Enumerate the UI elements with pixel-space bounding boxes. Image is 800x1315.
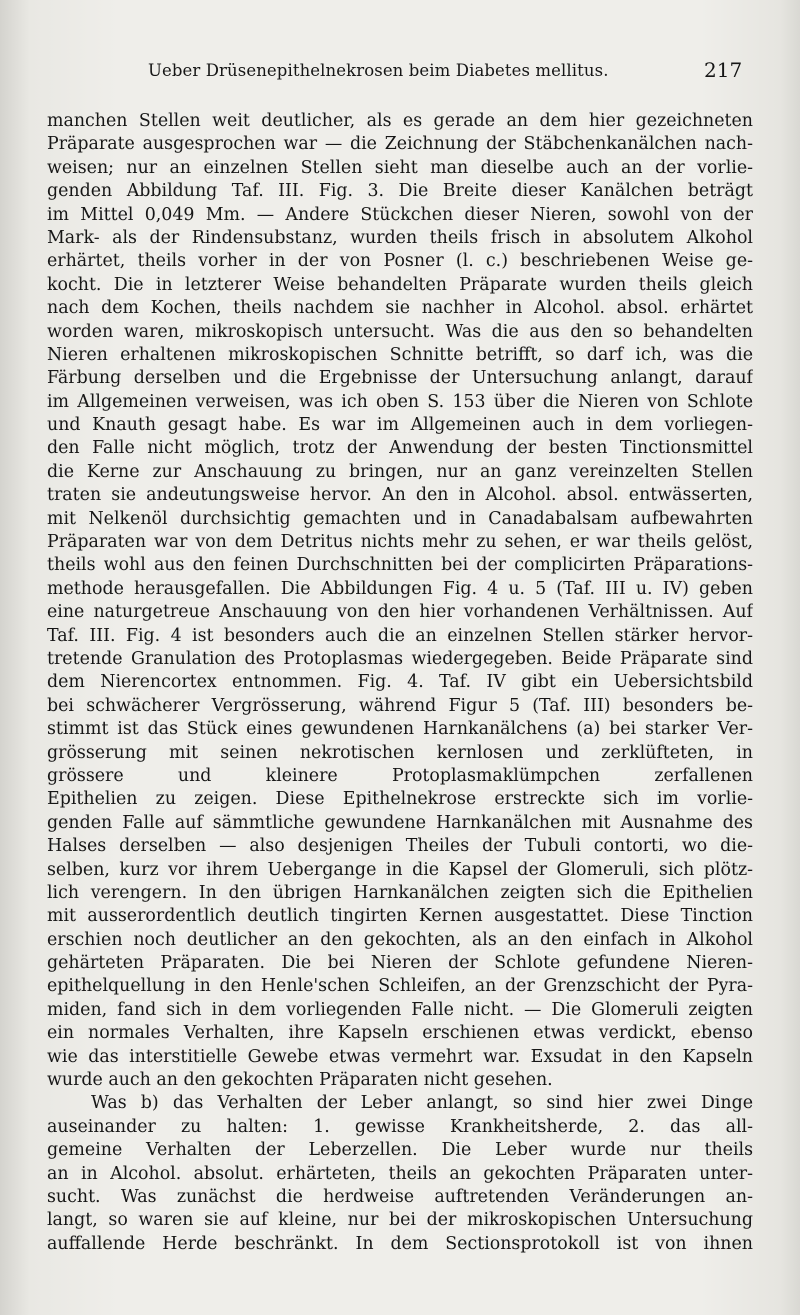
text-line: Was b) das Verhalten der Leber anlangt, so sind hier zwei Dinge xyxy=(91,1093,753,1114)
text-line: stimmt ist das Stück eines gewundenen Harnkanälchens (a) bei starker Ver- xyxy=(47,719,753,740)
text-line: wurde auch an den gekochten Präparaten nicht gesehen. xyxy=(47,1070,553,1091)
text-line: weisen; nur an einzelnen Stellen sieht man dieselbe auch an der vorlie- xyxy=(47,157,753,178)
text-line: genden Abbildung Taf. III. Fig. 3. Die Breite dieser Kanälchen beträgt xyxy=(47,181,753,202)
text-line: kocht. Die in letzterer Weise behandelten Präparate wurden theils gleich xyxy=(47,274,753,295)
text-line: Epithelien zu zeigen. Diese Epithelnekrose erstreckte sich im vorlie- xyxy=(47,789,753,810)
text-line: im Allgemeinen verweisen, was ich oben S. 153 über die Nieren von Schlote xyxy=(47,391,753,412)
page-header xyxy=(0,58,800,88)
page-number: 217 xyxy=(704,58,743,82)
text-line: miden, fand sich in dem vorliegenden Falle nicht. — Die Glomeruli zeigten xyxy=(47,999,753,1020)
body-text xyxy=(47,110,753,1256)
text-line: Halses derselben — also desjenigen Theiles der Tubuli contorti, wo die- xyxy=(47,836,753,857)
text-line: und Knauth gesagt habe. Es war im Allgemeinen auch in dem vorliegen- xyxy=(47,415,753,436)
text-line: methode herausgefallen. Die Abbildungen Fig. 4 u. 5 (Taf. III u. IV) geben xyxy=(47,578,753,599)
text-line: selben, kurz vor ihrem Uebergange in die Kapsel der Glomeruli, sich plötz- xyxy=(47,859,753,880)
text-line: lich verengern. In den übrigen Harnkanälchen zeigten sich die Epithelien xyxy=(47,882,753,903)
text-line: auffallende Herde beschränkt. In dem Sectionsprotokoll ist von ihnen xyxy=(47,1233,753,1254)
text-line: traten sie andeutungsweise hervor. An den in Alcohol. absol. entwässerten, xyxy=(47,485,753,506)
text-line: Nieren erhaltenen mikroskopischen Schnitte betrifft, so darf ich, was die xyxy=(47,344,753,365)
text-line: theils wohl aus den feinen Durchschnitten bei der complicirten Präparations- xyxy=(47,555,753,576)
text-line: erschien noch deutlicher an den gekochten, als an den einfach in Alkohol xyxy=(47,929,753,950)
text-line: grösserung mit seinen nekrotischen kernlosen und zerklüfteten, in xyxy=(47,742,753,763)
text-line: erhärtet, theils vorher in der von Posner (l. c.) beschriebenen Weise ge- xyxy=(47,251,753,272)
text-line: langt, so waren sie auf kleine, nur bei der mikroskopischen Untersuchung xyxy=(47,1210,753,1231)
text-line: eine naturgetreue Anschauung von den hier vorhandenen Verhältnissen. Auf xyxy=(47,602,753,623)
text-line: Mark- als der Rindensubstanz, wurden theils frisch in absolutem Alkohol xyxy=(47,227,753,248)
text-line: sucht. Was zunächst die herdweise auftretenden Veränderungen an- xyxy=(47,1186,753,1207)
text-line: bei schwächerer Vergrösserung, während Figur 5 (Taf. III) besonders be- xyxy=(47,695,753,716)
text-line: dem Nierencortex entnommen. Fig. 4. Taf. IV gibt ein Uebersichtsbild xyxy=(47,672,753,693)
text-line: gehärteten Präparaten. Die bei Nieren der Schlote gefundene Nieren- xyxy=(47,953,753,974)
text-line: Präparate ausgesprochen war — die Zeichnung der Stäbchenkanälchen nach- xyxy=(47,134,753,155)
text-line: mit Nelkenöl durchsichtig gemachten und in Canadabalsam aufbewahrten xyxy=(47,508,753,529)
text-line: genden Falle auf sämmtliche gewundene Harnkanälchen mit Ausnahme des xyxy=(47,812,753,833)
text-line: den Falle nicht möglich, trotz der Anwendung der besten Tinctionsmittel xyxy=(47,438,753,459)
text-line: nach dem Kochen, theils nachdem sie nachher in Alcohol. absol. erhärtet xyxy=(47,298,753,319)
running-title: Ueber Drüsenepithelnekrosen beim Diabetes mellitus. xyxy=(148,61,609,80)
text-line: worden waren, mikroskopisch untersucht. Was die aus den so behandelten xyxy=(47,321,753,342)
text-line: Taf. III. Fig. 4 ist besonders auch die an einzelnen Stellen stärker hervor- xyxy=(47,625,753,646)
text-line: gemeine Verhalten der Leberzellen. Die Leber wurde nur theils xyxy=(47,1140,753,1161)
text-line: im Mittel 0,049 Mm. — Andere Stückchen dieser Nieren, sowohl von der xyxy=(47,204,753,225)
text-line: Färbung derselben und die Ergebnisse der Untersuchung anlangt, darauf xyxy=(47,368,753,389)
text-line: mit ausserordentlich deutlich tingirten Kernen ausgestattet. Diese Tinction xyxy=(47,906,753,927)
text-line: auseinander zu halten: 1. gewisse Krankheitsherde, 2. das all- xyxy=(47,1116,753,1137)
text-line: die Kerne zur Anschauung zu bringen, nur an ganz vereinzelten Stellen xyxy=(47,461,753,482)
text-line: Präparaten war von dem Detritus nichts mehr zu sehen, er war theils gelöst, xyxy=(47,532,753,553)
text-line: grössere und kleinere Protoplasmaklümpchen zerfallenen xyxy=(47,765,753,786)
text-line: tretende Granulation des Protoplasmas wiedergegeben. Beide Präparate sind xyxy=(47,648,753,669)
text-line: an in Alcohol. absolut. erhärteten, theils an gekochten Präparaten unter- xyxy=(47,1163,753,1184)
text-line: epithelquellung in den Henle'schen Schleifen, an der Grenzschicht der Pyra- xyxy=(47,976,753,997)
text-line: ein normales Verhalten, ihre Kapseln erschienen etwas verdickt, ebenso xyxy=(47,1023,753,1044)
text-line: wie das interstitielle Gewebe etwas vermehrt war. Exsudat in den Kapseln xyxy=(47,1046,753,1067)
text-line: manchen Stellen weit deutlicher, als es gerade an dem hier gezeichneten xyxy=(47,111,753,131)
